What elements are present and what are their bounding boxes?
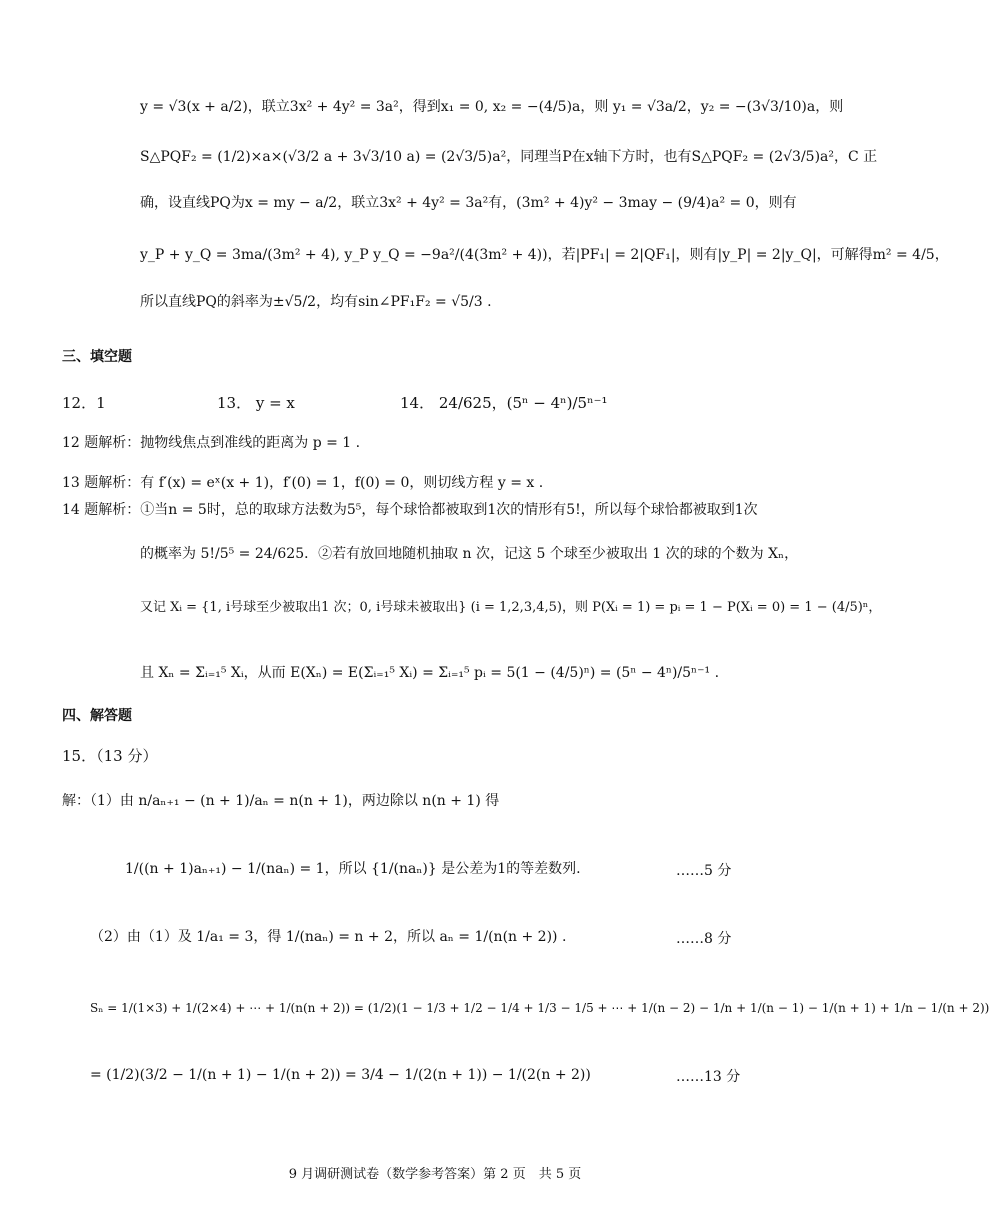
solution-line-3: 确，设直线PQ为x = my − a/2，联立3x² + 4y² = 3a²有，(3m² + 4)y² − 3may − (9/4)a² = 0，则有 [140,195,797,211]
solution-line-5: 所以直线PQ的斜率为±√5/2，均有sin∠PF₁F₂ = √5/3 . [140,294,492,310]
solution-line-2: S△PQF₂ = (1/2)×a×(√3/2 a + 3√3/10 a) = (2√3/5)a²，同理当P在x轴下方时，也有S△PQF₂ = (2√3/5)a²，C 正 [140,149,878,165]
q15-part1-line-2: 1/((n + 1)aₙ₊₁) − 1/(naₙ) = 1，所以 {1/(naₙ)} 是公差为1的等差数列. [125,861,581,877]
solution-13: 13 题解析：有 f′(x) = eˣ(x + 1)，f′(0) = 1，f(0) = 0，则切线方程 y = x . [62,475,544,491]
q15-part2-line-1: （2）由（1）及 1/a₁ = 3，得 1/(naₙ) = n + 2，所以 aₙ = 1/(n(n + 2)) . [90,929,567,945]
solution-14-line-1: 14 题解析：①当n = 5时，总的取球方法数为5⁵，每个球恰都被取到1次的情形有5!，所以每个球恰都被取到1次 [62,502,758,518]
solution-line-4: y_P + y_Q = 3ma/(3m² + 4), y_P y_Q = −9a²/(4(3m² + 4))，若|PF₁| = 2|QF₁|，则有|y_P| = 2|y_Q|，可解得m² = 4/5， [140,247,949,263]
answer-12: 12．1 [62,394,106,412]
answer-13: 13． y = x [217,394,295,412]
score-mark-8: ……8 分 [676,931,732,947]
q15-part2-line-3: = (1/2)(3/2 − 1/(n + 1) − 1/(n + 2)) = 3/4 − 1/(2(n + 1)) − 1/(2(n + 2)) [90,1067,591,1083]
score-mark-13: ……13 分 [676,1069,741,1085]
solution-12: 12 题解析：抛物线焦点到准线的距离为 p = 1 . [62,435,361,451]
section-fill-in-heading: 三、填空题 [62,349,132,365]
answer-14: 14． 24/625，(5ⁿ − 4ⁿ)/5ⁿ⁻¹ [400,394,608,412]
score-mark-5: ……5 分 [676,863,732,879]
page-footer: 9 月调研测试卷（数学参考答案）第 2 页 共 5 页 [288,1167,582,1182]
solution-line-1: y = √3(x + a/2)，联立3x² + 4y² = 3a²，得到x₁ = 0, x₂ = −(4/5)a，则 y₁ = √3a/2，y₂ = −(3√3/10)a，则 [140,99,844,115]
solution-14-line-4: 且 Xₙ = Σᵢ₌₁⁵ Xᵢ，从而 E(Xₙ) = E(Σᵢ₌₁⁵ Xᵢ) = Σᵢ₌₁⁵ pᵢ = 5(1 − (4/5)ⁿ) = (5ⁿ − 4ⁿ)/5ⁿ⁻¹ . [140,665,720,681]
question-15-header: 15．（13 分） [62,747,158,765]
section-answer-heading: 四、解答题 [62,708,132,724]
q15-part2-line-2: Sₙ = 1/(1×3) + 1/(2×4) + ⋯ + 1/(n(n + 2)) = (1/2)(1 − 1/3 + 1/2 − 1/4 + 1/3 − 1/5 + ⋯ + 1/(n − 2) − 1/n + 1/(n − 1) − 1/(n + 1) + 1/n − 1/(n + 2)) [90,1001,989,1015]
solution-14-line-3: 又记 Xᵢ = {1, i号球至少被取出1 次；0, i号球未被取出} (i = 1,2,3,4,5)，则 P(Xᵢ = 1) = pᵢ = 1 − P(Xᵢ = 0) = 1 − (4/5)ⁿ， [140,600,882,615]
solution-14-line-2: 的概率为 5!/5⁵ = 24/625．②若有放回地随机抽取 n 次，记这 5 个球至少被取出 1 次的球的个数为 Xₙ， [140,546,799,562]
q15-part1-line-1: 解：（1）由 n/aₙ₊₁ − (n + 1)/aₙ = n(n + 1)，两边除以 n(n + 1) 得 [62,793,500,809]
